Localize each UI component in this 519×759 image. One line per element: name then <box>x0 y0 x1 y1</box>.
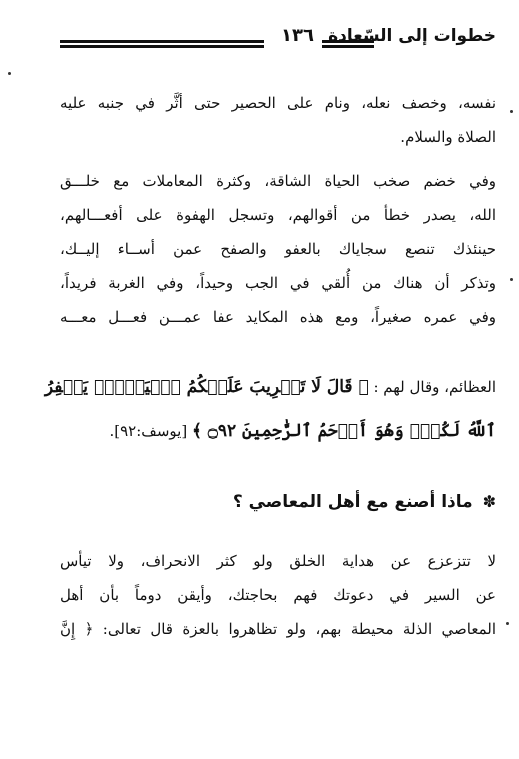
verse-reference: [يوسف:٩٢]. <box>109 422 188 440</box>
text-line: نفسه، وخصف نعله، ونام على الحصير حتى أثَّر في جنبه عليه <box>60 94 496 112</box>
star-icon: ✽ <box>482 492 496 511</box>
section-heading-text: ماذا أصنع مع أهل المعاصي ؟ <box>232 492 473 512</box>
text-line: وفي خضم صخب الحياة الشاقة، وكثرة المعاملات مع خلـــق <box>60 172 496 190</box>
scan-speck <box>510 278 513 281</box>
header-rule-left <box>60 40 264 43</box>
scan-speck <box>506 622 509 625</box>
quran-line-1 <box>44 370 496 404</box>
text-line: وفي عمره صغيراً، ومع هذه المكايد عفا عمـــن فعـــل معـــه <box>60 308 496 326</box>
text-line: وتذكر أن هناك من أُلقي في الجب وحيداً، وفي الغربة فريداً، <box>60 274 496 292</box>
text-line: لا تتزعزع عن هداية الخلق ولو كثر الانحراف، ولا تيأس <box>60 552 496 570</box>
scan-speck <box>510 110 513 113</box>
section-heading <box>60 492 496 512</box>
book-title: خطوات إلى السّعادة <box>328 26 496 46</box>
paragraph-3 <box>60 544 496 646</box>
scan-speck <box>8 72 11 75</box>
text-line: المعاصي الذلة محيطة بهم، ولو تظاهروا بالعزة قال تعالى: ﴿ إِنَّ <box>60 620 496 638</box>
paragraph-2 <box>60 164 496 334</box>
text-line: الله، يصدر خطأ من أقوالهم، وتسجل الهفوة على أفعـــالهم، <box>60 206 496 224</box>
paragraph-1 <box>60 86 496 154</box>
page-number: ١٣٦ <box>277 25 318 46</box>
text-line: الصلاة والسلام. <box>400 128 496 146</box>
text-line: عن السير في دعوتك فهم بحاجتك، وأيقن دوماً بأن أهل <box>60 586 496 604</box>
running-header <box>60 24 496 54</box>
text-line: حينئذك تنصع سجاياك بالعفو والصفح عمن أســاء إليــك، <box>60 240 496 258</box>
quran-verse: ٱللَّهُ لَكُمۡۖ وَهُوَ أَرۡحَمُ ٱلرَّٰحِمِينَ ۝٩٢ ﴾ <box>191 421 496 441</box>
quran-line-2 <box>60 414 496 448</box>
quran-line <box>60 414 496 448</box>
quran-intro: العظائم، وقال لهم : <box>373 378 496 396</box>
quran-line <box>44 370 496 404</box>
quran-verse: ﴿ قَالَ لَا تَثۡرِيبَ عَلَيۡكُمُ ٱلۡيَوۡمَۖ يَغۡفِرُ <box>44 377 369 397</box>
